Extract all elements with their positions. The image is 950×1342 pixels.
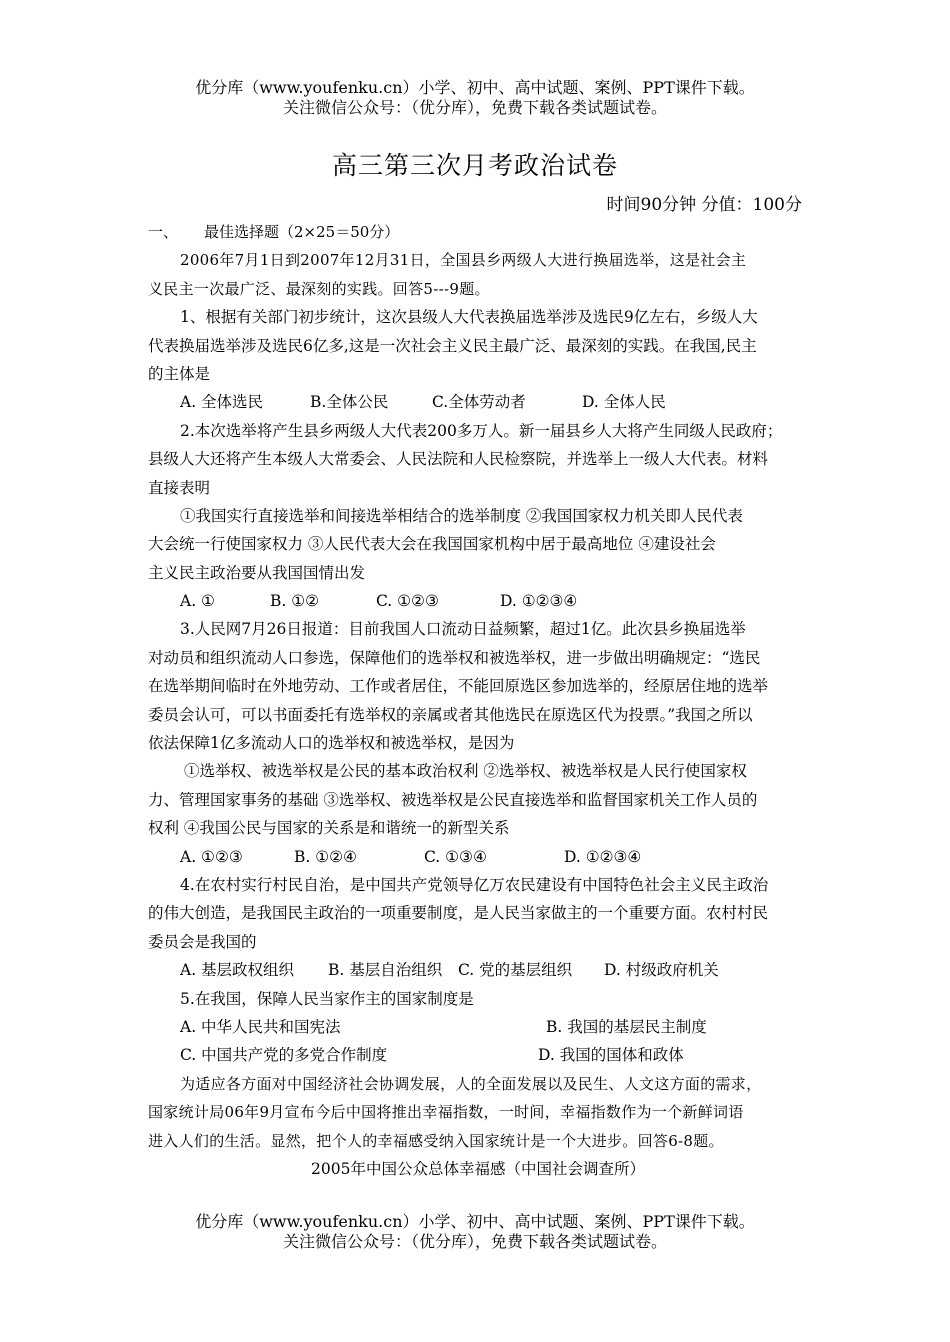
option-d: D. 我国的国体和政体 bbox=[538, 1046, 684, 1065]
option-d: D. 村级政府机关 bbox=[604, 961, 719, 980]
section-heading bbox=[148, 218, 808, 246]
question-2-options bbox=[148, 587, 808, 615]
option-a: A. ①②③ bbox=[180, 847, 243, 866]
question-3-text: 依法保障1亿多流动人口的选举权和被选举权，是因为 bbox=[148, 734, 515, 753]
question-4-text: 委员会是我国的 bbox=[148, 932, 257, 951]
question-1-options bbox=[148, 388, 808, 416]
question-4-text: 4.在农村实行村民自治，是中国共产党领导亿万农民建设有中国特色社会主义民主政治 bbox=[180, 875, 769, 894]
section-number: 一、 bbox=[148, 223, 179, 241]
question-5-text: 5.在我国，保障人民当家作主的国家制度是 bbox=[180, 989, 474, 1008]
question-2-text: 县级人大还将产生本级人大常委会、人民法院和人民检察院，并选举上一级人大代表。材料 bbox=[148, 450, 769, 469]
option-d: D. 全体人民 bbox=[582, 393, 666, 412]
option-a: A. ① bbox=[180, 592, 215, 611]
question-2-text: 直接表明 bbox=[148, 478, 211, 497]
intro1-line: 义民主一次最广泛、最深刻的实践。回答5---9题。 bbox=[148, 279, 490, 298]
question-3-statements: ①选举权、被选举权是公民的基本政治权利 ②选举权、被选举权是人民行使国家权 bbox=[184, 762, 747, 781]
question-3-statements: 力、管理国家事务的基础 ③选举权、被选举权是公民直接选举和监督国家机关工作人员的 bbox=[148, 790, 758, 809]
question-3-options bbox=[148, 843, 808, 871]
question-4-options bbox=[148, 956, 808, 984]
option-c: C. 中国共产党的多党合作制度 bbox=[180, 1046, 388, 1065]
option-c: C.全体劳动者 bbox=[432, 393, 526, 412]
page-title: 高三第三次月考政治试卷 bbox=[331, 151, 618, 180]
option-d: D. ①②③④ bbox=[564, 847, 642, 866]
header-line-1: 优分库（www.youfenku.cn）小学、初中、高中试题、案例、PPT课件下载。 bbox=[195, 78, 755, 97]
question-1-text: 1、根据有关部门初步统计，这次县级人大代表换届选举涉及选民9亿左右，乡级人大 bbox=[180, 308, 758, 327]
question-1-text: 的主体是 bbox=[148, 364, 211, 383]
section-title: 最佳选择题（2×25＝50分） bbox=[204, 223, 400, 241]
question-3-text: 委员会认可，可以书面委托有选举权的亲属或者其他选民在原选区代为投票。”我国之所以 bbox=[148, 705, 753, 724]
question-3-text: 3.人民网7月26日报道：目前我国人口流动日益频繁，超过1亿。此次县乡换届选举 bbox=[180, 620, 746, 639]
intro2-line: 国家统计局06年9月宣布今后中国将推出幸福指数，一时间，幸福指数作为一个新鲜词语 bbox=[148, 1103, 744, 1122]
intro1-line: 2006年7月1日到2007年12月31日，全国县乡两级人大进行换届选举，这是社会主 bbox=[180, 251, 747, 270]
option-b: B. 基层自治组织 bbox=[328, 961, 443, 980]
question-2-statements: ①我国实行直接选举和间接选举相结合的选举制度 ②我国国家权力机关即人民代表 bbox=[180, 506, 743, 525]
option-a: A. 基层政权组织 bbox=[180, 961, 295, 980]
option-d: D. ①②③④ bbox=[500, 592, 578, 611]
header-line-2: 关注微信公众号：（优分库），免费下载各类试题试卷。 bbox=[282, 98, 667, 117]
question-3-text: 在选举期间临时在外地劳动、工作或者居住，不能回原选区参加选举的，经原居住地的选举 bbox=[148, 677, 769, 696]
exam-content bbox=[148, 218, 808, 1183]
question-2-statements: 主义民主政治要从我国国情出发 bbox=[148, 563, 366, 582]
option-c: C. ①②③ bbox=[376, 592, 439, 611]
option-b: B. ①② bbox=[270, 592, 320, 611]
footer-line-2: 关注微信公众号：（优分库），免费下载各类试题试卷。 bbox=[282, 1232, 667, 1251]
footer-line-1: 优分库（www.youfenku.cn）小学、初中、高中试题、案例、PPT课件下载。 bbox=[195, 1212, 755, 1231]
question-2-text: 2.本次选举将产生县乡两级人大代表200多万人。新一届县乡人大将产生同级人民政府； bbox=[180, 421, 783, 440]
question-5-options-cd bbox=[148, 1041, 808, 1069]
option-b: B. ①②④ bbox=[294, 847, 357, 866]
option-b: B.全体公民 bbox=[310, 393, 389, 412]
question-4-text: 的伟大创造，是我国民主政治的一项重要制度，是人民当家做主的一个重要方面。农村村民 bbox=[148, 904, 769, 923]
option-c: C. ①③④ bbox=[424, 847, 487, 866]
question-1-text: 代表换届选举涉及选民6亿多,这是一次社会主义民主最广泛、最深刻的实践。在我国,民主 bbox=[148, 336, 757, 355]
option-b: B. 我国的基层民主制度 bbox=[546, 1017, 707, 1036]
option-a: A. 中华人民共和国宪法 bbox=[180, 1017, 341, 1036]
exam-meta: 时间90分钟 分值：100分 bbox=[606, 195, 802, 215]
question-2-statements: 大会统一行使国家权力 ③人民代表大会在我国国家机构中居于最高地位 ④建设社会 bbox=[148, 535, 716, 554]
chart-caption: 2005年中国公众总体幸福感（中国社会调查所） bbox=[311, 1159, 645, 1178]
option-a: A. 全体选民 bbox=[180, 393, 264, 412]
question-3-text: 对动员和组织流动人口参选，保障他们的选举权和被选举权，进一步做出明确规定：“选民 bbox=[148, 648, 761, 667]
intro2-line: 为适应各方面对中国经济社会协调发展，人的全面发展以及民生、人文这方面的需求， bbox=[180, 1074, 762, 1093]
option-c: C. 党的基层组织 bbox=[458, 961, 573, 980]
intro2-line: 进入人们的生活。显然，把个人的幸福感受纳入国家统计是一个大进步。回答6-8题。 bbox=[148, 1131, 724, 1150]
question-3-statements: 权利 ④我国公民与国家的关系是和谐统一的新型关系 bbox=[148, 819, 510, 838]
question-5-options-ab bbox=[148, 1013, 808, 1041]
